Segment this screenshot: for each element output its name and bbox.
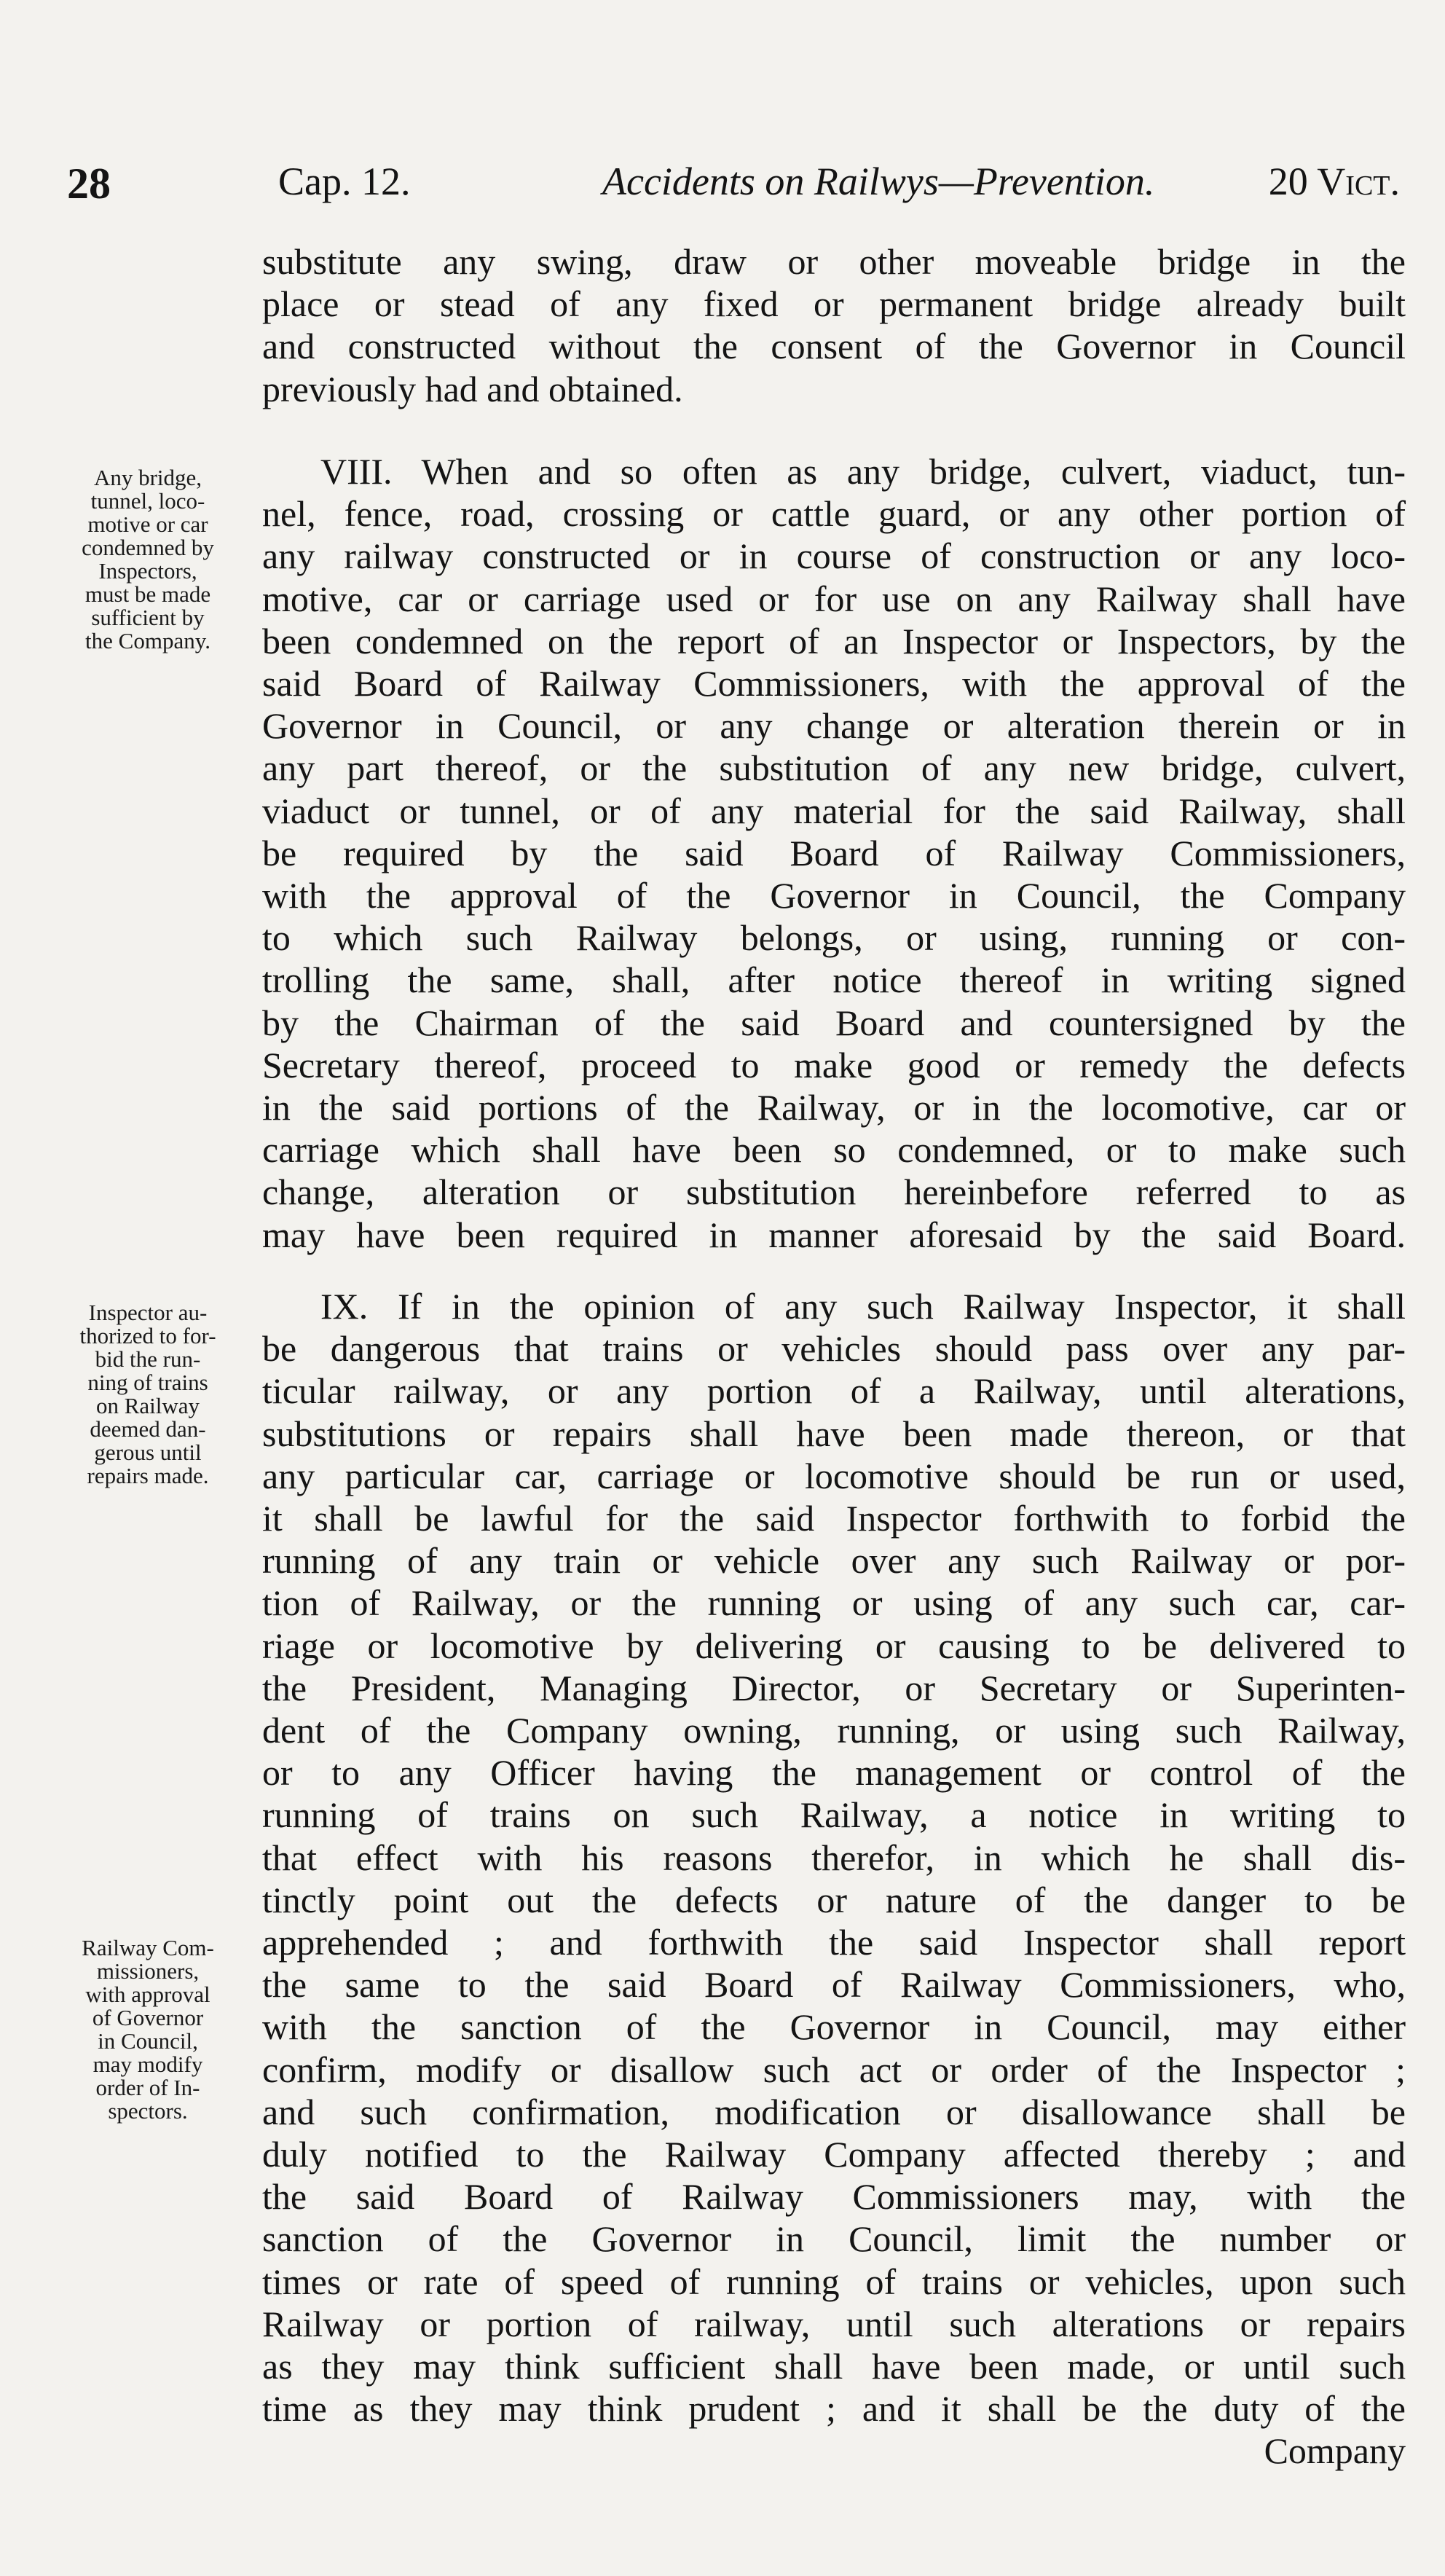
- text-line: times or rate of speed of running of trains or vehicles, upon such: [262, 2261, 1406, 2302]
- text-line: substitute any swing, draw or other moveable bridge in the: [262, 241, 1406, 282]
- marginal-note-bridge-condemned: [42, 466, 253, 653]
- text-line: nel, fence, road, crossing or cattle guard, or any other portion of: [262, 493, 1406, 535]
- running-header: [67, 159, 1400, 210]
- marginal-line: order of In-: [95, 2075, 200, 2100]
- marginal-line: Inspectors,: [98, 558, 197, 584]
- text-line: and constructed without the consent of the Governor in Council: [262, 326, 1406, 367]
- text-line: trolling the same, shall, after notice thereof in writing signed: [262, 959, 1406, 1001]
- paragraph: [262, 450, 1406, 1256]
- paragraph: [262, 1285, 1406, 2473]
- text-line: viaduct or tunnel, or of any material for the said Railway, shall: [262, 790, 1406, 831]
- marginal-line: Railway Com-: [82, 1935, 214, 1960]
- regnal-year: 20 Vict.: [1268, 160, 1400, 203]
- text-line: IX. If in the opinion of any such Railway Inspector, it shall: [320, 1286, 1406, 1327]
- text-line: any railway constructed or in course of construction or any loco-: [262, 535, 1406, 577]
- marginal-line: Any bridge,: [93, 465, 202, 490]
- text-line: by the Chairman of the said Board and countersigned by the: [262, 1002, 1406, 1043]
- marginal-line: sufficient by: [91, 605, 205, 630]
- running-title: Accidents on Railwys—Prevention.: [602, 160, 1155, 203]
- text-line: Governor in Council, or any change or alteration therein or in: [262, 705, 1406, 747]
- marginal-line: spectors.: [108, 2098, 188, 2124]
- marginal-line: of Governor: [92, 2005, 204, 2030]
- marginal-line: condemned by: [82, 535, 214, 560]
- text-line: carriage which shall have been so condemned, or to make such: [262, 1129, 1406, 1171]
- text-line: dent of the Company owning, running, or using such Railway,: [262, 1710, 1406, 1751]
- page-number: 28: [67, 160, 111, 208]
- marginal-line: repairs made.: [87, 1463, 209, 1488]
- marginal-line: motive or car: [87, 511, 208, 537]
- text-line: with the sanction of the Governor in Council, may either: [262, 2006, 1406, 2048]
- text-line: that effect with his reasons therefor, in which he shall dis-: [262, 1837, 1406, 1878]
- text-line: in the said portions of the Railway, or in the locomotive, car or: [262, 1087, 1406, 1128]
- marginal-line: gerous until: [94, 1440, 202, 1465]
- text-line: duly notified to the Railway Company affected thereby ; and: [262, 2134, 1406, 2175]
- text-line: running of any train or vehicle over any such Railway or por-: [262, 1540, 1406, 1582]
- chapter-reference: Cap. 12.: [278, 160, 411, 203]
- text-line: any part thereof, or the substitution of any new bridge, culvert,: [262, 747, 1406, 789]
- text-line: the same to the said Board of Railway Commissioners, who,: [262, 1964, 1406, 2006]
- marginal-line: on Railway: [95, 1393, 200, 1418]
- text-line: with the approval of the Governor in Council, the Company: [262, 875, 1406, 916]
- text-line: and such confirmation, modification or disallowance shall be: [262, 2091, 1406, 2132]
- text-line: confirm, modify or disallow such act or order of the Inspector ;: [262, 2049, 1406, 2090]
- text-line: VIII. When and so often as any bridge, culvert, viaduct, tun-: [320, 451, 1406, 492]
- text-line: said Board of Railway Commissioners, with the approval of the: [262, 663, 1406, 704]
- text-line: ticular railway, or any portion of a Railway, until alterations,: [262, 1370, 1406, 1412]
- text-line: running of trains on such Railway, a notice in writing to: [262, 1794, 1406, 1836]
- text-line: substitutions or repairs shall have been made thereon, or that: [262, 1413, 1406, 1454]
- catchword: Company: [1264, 2430, 1406, 2472]
- text-line: be required by the said Board of Railway Commissioners,: [262, 832, 1406, 873]
- text-line: Railway or portion of railway, until such alterations or repairs: [262, 2303, 1406, 2344]
- marginal-line: ning of trains: [87, 1370, 208, 1395]
- section-ix: [262, 1285, 1406, 2473]
- text-line: change, alteration or substitution hereinbefore referred to as: [262, 1171, 1406, 1213]
- text-line: riage or locomotive by delivering or causing to be delivered to: [262, 1625, 1406, 1666]
- paragraph-continuation: [262, 240, 1406, 410]
- text-line: be dangerous that trains or vehicles should pass over any par-: [262, 1328, 1406, 1370]
- text-line: the President, Managing Director, or Secretary or Superinten-: [262, 1667, 1406, 1708]
- text-line: it shall be lawful for the said Inspector forthwith to forbid the: [262, 1498, 1406, 1539]
- marginal-line: tunnel, loco-: [90, 488, 205, 514]
- marginal-line: with approval: [85, 1982, 210, 2007]
- text-line: Secretary thereof, proceed to make good or remedy the defects: [262, 1044, 1406, 1085]
- marginal-note-commissioners-modify: [42, 1936, 253, 2123]
- marginal-line: may modify: [92, 2051, 203, 2077]
- marginal-line: deemed dan-: [90, 1416, 206, 1442]
- text-line: sanction of the Governor in Council, limit the number or: [262, 2218, 1406, 2260]
- text-line: tion of Railway, or the running or using of any such car, car-: [262, 1582, 1406, 1624]
- marginal-note-inspector-authorized: [42, 1301, 253, 1488]
- text-line: the said Board of Railway Commissioners may, with the: [262, 2176, 1406, 2218]
- marginal-line: missioners,: [96, 1958, 200, 1984]
- text-line: tinctly point out the defects or nature of the danger to be: [262, 1879, 1406, 1920]
- text-line: time as they may think prudent ; and it shall be the duty of the: [262, 2388, 1406, 2430]
- text-line: place or stead of any fixed or permanent bridge already built: [262, 283, 1406, 325]
- marginal-line: bid the run-: [95, 1346, 201, 1372]
- paragraph: [262, 240, 1406, 410]
- text-line: or to any Officer having the management or control of the: [262, 1752, 1406, 1794]
- text-line: any particular car, carriage or locomotive should be run or used,: [262, 1455, 1406, 1496]
- marginal-line: Inspector au-: [88, 1300, 208, 1325]
- section-viii: [262, 450, 1406, 1256]
- text-line: apprehended ; and forthwith the said Inspector shall report: [262, 1922, 1406, 1963]
- text-line: been condemned on the report of an Inspector or Inspectors, by the: [262, 620, 1406, 661]
- text-line: may have been required in manner aforesaid by the said Board.: [262, 1214, 1406, 1255]
- text-line: previously had and obtained.: [262, 368, 683, 409]
- marginal-line: the Company.: [85, 628, 210, 653]
- marginal-line: thorized to for-: [79, 1323, 216, 1348]
- marginal-line: must be made: [84, 581, 211, 607]
- marginal-line: in Council,: [98, 2028, 198, 2054]
- text-line: motive, car or carriage used or for use on any Railway shall have: [262, 578, 1406, 619]
- text-line: as they may think sufficient shall have been made, or until such: [262, 2346, 1406, 2387]
- text-line: to which such Railway belongs, or using, running or con-: [262, 917, 1406, 959]
